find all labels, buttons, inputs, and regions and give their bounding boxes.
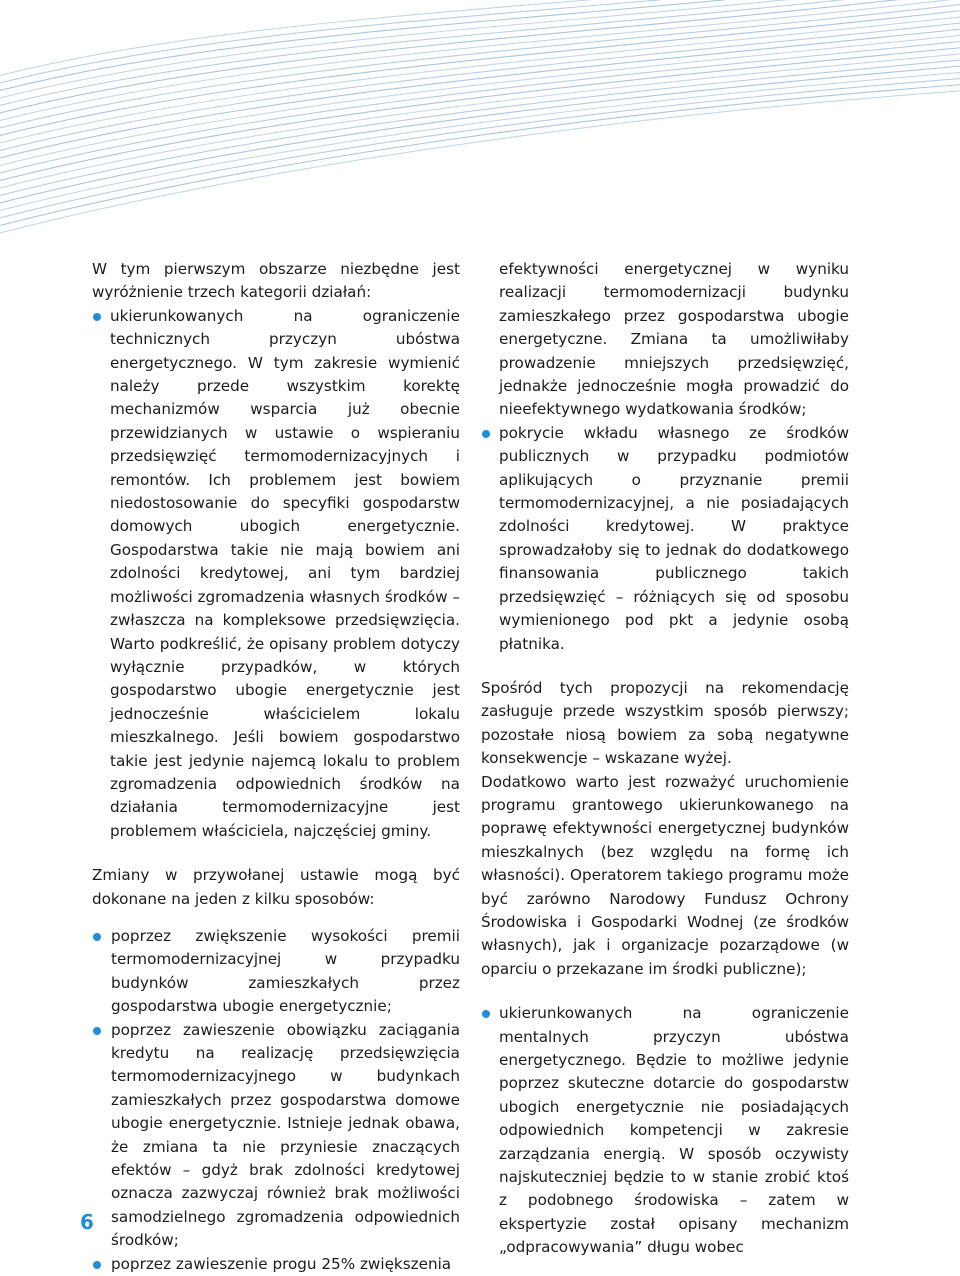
decor-line xyxy=(0,22,960,153)
decor-line xyxy=(0,34,960,168)
methods-list xyxy=(92,925,460,1276)
list-item: pokrycie wkładu własnego ze środków publicznych w przypadku podmiotów aplikujących o przyznanie premii termomodernizacyjnej, a nie posiadających zdolności kredytowej. W praktyce sprowadzałoby się to jednak do dodatkowego finansowania publicznego takich przedsięwzięć – różniących się od sposobu wymienionego pod pkt a jedynie osobą płatnika. xyxy=(481,422,849,656)
intro-paragraph: W tym pierwszym obszarze niezbędne jest wyróżnienie trzech kategorii działań: xyxy=(92,260,460,302)
decorative-wave-lines xyxy=(0,0,960,250)
category-list xyxy=(92,305,460,843)
decor-line xyxy=(0,16,960,146)
methods-list-continued xyxy=(481,422,849,656)
page-number: 6 xyxy=(80,1210,94,1234)
category-list-continued xyxy=(481,1002,849,1259)
continued-text: efektywności energetycznej w wyniku realizacji termomodernizacji budynku zamieszkałego przez gospodarstwa ubogie energetyczne. Zmiana ta umożliwiłaby prowadzenie mniejszych przedsięwzięć, jednakże jednocześnie mogła prowadzić do nieefektywnego wydatkowania środków; xyxy=(499,260,849,419)
decor-line xyxy=(0,0,960,86)
changes-paragraph: Zmiany w przywołanej ustawie mogą być dokonane na jeden z kilku sposobów: xyxy=(92,866,460,908)
list-item: poprzez zawieszenie obowiązku zaciągania kredytu na realizację przedsięwzięcia termomodernizacyjnego w budynkach zamieszkałych przez gospodarstwa domowe ubogie energetycznie. Istnieje jednak obawa, że zmiana ta nie przyniesie znaczących efektów – gdyż brak zdolności kredytowej oznacza zazwyczaj również brak możliwości samodzielnego zgromadzenia odpowiednich środków; xyxy=(92,1019,460,1253)
decor-line xyxy=(0,0,960,116)
list-item: ukierunkowanych na ograniczenie technicznych przyczyn ubóstwa energetycznego. W tym zakresie wymienić należy przede wszystkim korektę mechanizmów wsparcia już obecnie przewidzianych w ustawie o wspieraniu przedsięwzięć termomodernizacyjnych i remontów. Ich problemem jest bowiem niedostosowanie do specyfiki gospodarstw domowych ubogich energetycznie. Gospodarstwa takie nie mają bowiem ani zdolności kredytowej, ani tym bardziej możliwości zgromadzenia własnych środków – zwłaszcza na kompleksowe przedsięwzięcia. Warto podkreślić, że opisany problem dotyczy wyłącznie przypadków, w których gospodarstwo ubogie energetycznie jest jednocześnie właścicielem lokalu mieszkalnego. Jeśli bowiem gospodarstwo takie jest jedynie najemcą lokalu to problem zgromadzenia odpowiednich środków na działania termomodernizacyjne jest problemem właściciela, najczęściej gminy. xyxy=(92,305,460,843)
list-item: ukierunkowanych na ograniczenie mentalnych przyczyn ubóstwa energetycznego. Będzie to możliwe jedynie poprzez skuteczne dotarcie do gospodarstw ubogich energetycznie nie posiadających odpowiednich kompetencji w zakresie zarządzania energią. W sposób oczywisty najskuteczniej będzie to w stanie zrobić ktoś z podobnego środowiska – zatem w ekspertyzie został opisany mechanizm „odpracowywania” długu wobec xyxy=(481,1002,849,1259)
decor-line xyxy=(0,28,960,160)
list-item: poprzez zwiększenie wysokości premii termomodernizacyjnej w przypadku budynków zamieszkałych przez gospodarstwa ubogie energetycznie; xyxy=(92,925,460,1019)
right-column xyxy=(481,258,849,1260)
grant-program-paragraph: Dodatkowo warto jest rozważyć uruchomienie programu grantowego ukierunkowanego na poprawę efektywności energetycznej budynków mieszkalnych (bez względu na formę ich własności). Operatorem takiego programu może być zarówno Narodowy Fundusz Ochrony Środowiska i Gospodarki Wodnej (ze środków własnych), jak i organizacje pozarządowe (w oparciu o przekazane im środki publiczne); xyxy=(481,772,849,978)
list-item: poprzez zawieszenie progu 25% zwiększenia xyxy=(92,1253,460,1276)
left-column xyxy=(92,258,460,1276)
recommendation-paragraph: Spośród tych propozycji na rekomendację zasługuje przede wszystkim sposób pierwszy; pozostałe niosą bowiem za sobą negatywne konsekwencje – wskazane wyżej. xyxy=(481,678,849,768)
